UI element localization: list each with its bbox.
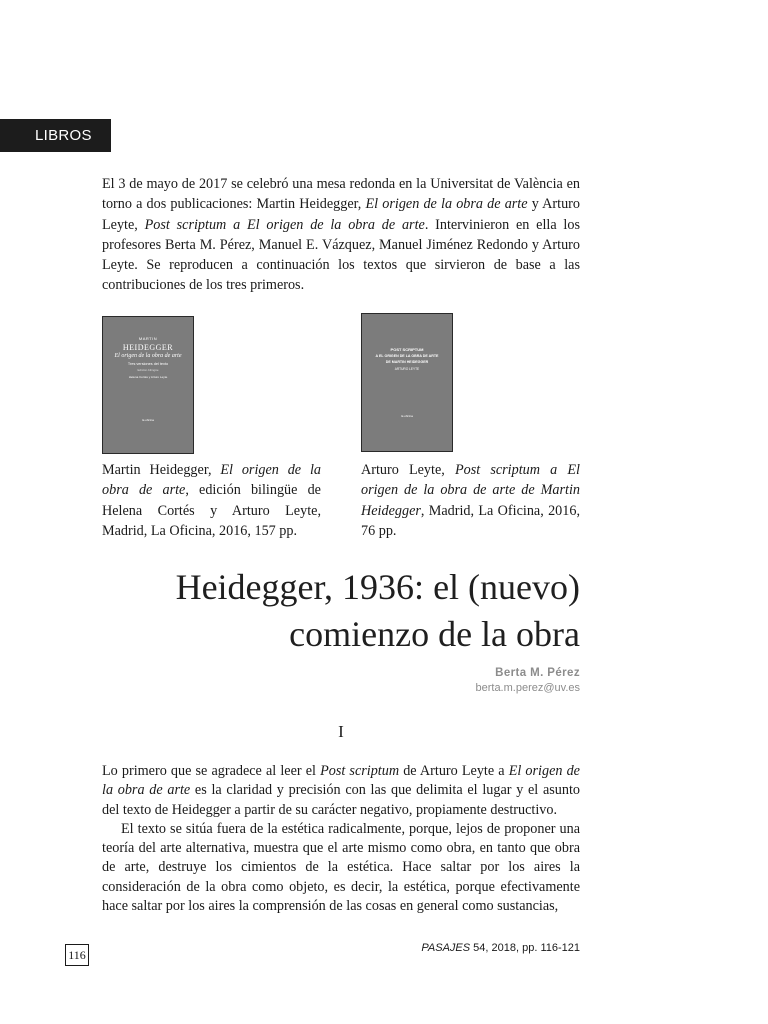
article-body [102, 762, 580, 916]
cover-author-first: MARTIN [138, 336, 158, 341]
journal-reference: PASAJES 54, 2018, pp. 116-121 [421, 942, 580, 954]
book-caption-heidegger: Martin Heidegger, El origen de la obra de arte, edición bilingüe de Helena Cortés y Arturo Leyte, Madrid, La Oficina, 2016, 157 pp. [102, 462, 321, 539]
cover-line-1: POST SCRIPTUM [390, 347, 424, 352]
section-label: LIBROS [0, 119, 111, 152]
cover-line-3: DE MARTIN HEIDEGGER [385, 360, 429, 364]
author-email: berta.m.perez@uv.es [475, 682, 580, 694]
cover-publisher: la oficina [142, 418, 154, 422]
page-number: 116 [65, 944, 89, 966]
body-paragraph: El texto se sitúa fuera de la estética radicalmente, porque, lejos de proponer una teoría del arte alternativa, muestra que el arte mismo como obra, en tanto que obra de arte, destruye los cimientos de la estética. Hace saltar por los aires la consideración de la obra como objeto, es decir, la estética, porque efectivamente hace saltar por los aires la comprensión de las cosas en general como sustancias, [102, 820, 580, 915]
cover-author: ARTURO LEYTE [394, 367, 420, 371]
cover-credit: Helena Cortés y Arturo Leyte [128, 375, 168, 379]
cover-author-last: HEIDEGGER [122, 343, 174, 352]
book-cover-leyte [361, 313, 453, 452]
intro-paragraph: El 3 de mayo de 2017 se celebró una mesa redonda en la Universitat de València en torno a dos publicaciones: Martin Heidegger, El origen de la obra de arte y Arturo Leyte, Post scriptum a El origen de la obra de arte. Intervinieron en ella los profesores Berta M. Pérez, Manuel E. Vázquez, Manuel Jiménez Redondo y Arturo Leyte. Se reproducen a continuación los textos que sirvieron de base a las contribuciones de los tres primeros. [102, 176, 580, 294]
cover-line-2: A EL ORIGEN DE LA OBRA DE ARTE [375, 354, 439, 358]
book-caption-leyte: Arturo Leyte, Post scriptum a El origen de la obra de arte de Martin Heidegger, Madrid, La Oficina, 2016, 76 pp. [361, 462, 580, 539]
cover-subtitle: Tres versiones del texto [127, 362, 169, 366]
book-cover-heidegger [102, 316, 194, 454]
cover-title: El origen de la obra de arte [114, 353, 182, 359]
cover-edition: Edición bilingüe [137, 368, 159, 372]
cover-publisher: la oficina [401, 414, 413, 418]
article-author: Berta M. Pérez [495, 667, 580, 679]
body-paragraph: Lo primero que se agradece al leer el Post scriptum de Arturo Leyte a El origen de la obra de arte es la claridad y precisión con las que delimita el lugar y el asunto del texto de Heidegger a partir de su carácter negativo, propiamente destructivo. [102, 763, 580, 818]
article-title: Heidegger, 1936: el (nuevo) comienzo de la obra [175, 567, 580, 654]
section-numeral: I [338, 722, 344, 741]
